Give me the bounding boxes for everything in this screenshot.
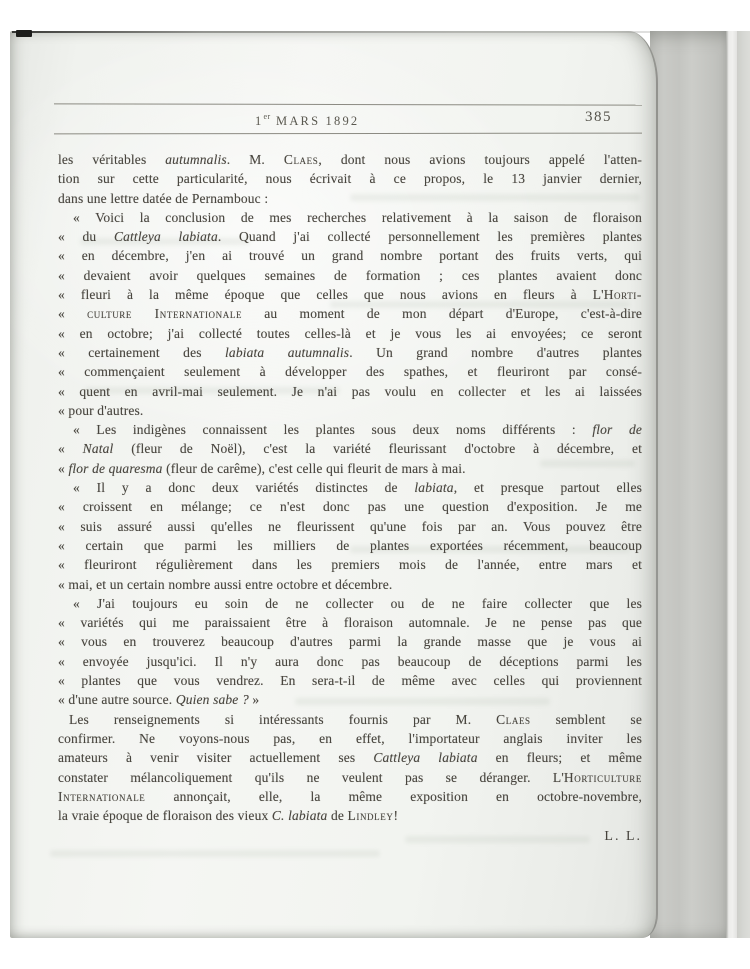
book-fore-edge [650,31,726,938]
book-fore-edge-outer [737,31,750,938]
text-line: confirmer. Ne voyons-nous pas, en effet, l'importateur anglais inviter les [58,730,642,746]
text-line: « flor de quaresma (fleur de carême), c'est celle qui fleurit de mars à mai. [58,460,466,476]
ink-mark [16,30,32,37]
text-line: tion sur cette particularité, nous écrivait à ce propos, le 13 janvier dernier, [58,171,642,187]
text-line: « fleuri à la même époque que celles que nous avions en fleurs à L'Horti- [58,287,642,303]
text-line: « en décembre, j'en ai trouvé un grand nombre portant des fruits verts, qui [58,248,642,264]
text-line: « envoyée jusqu'ici. Il n'y aura donc pas beaucoup de déceptions parmi les [58,653,642,669]
text-line: « Il y a donc deux variétés distinctes de labiata, et presque partout elles [73,480,642,496]
date-ordinal: er [263,112,271,121]
header-rule-top [54,103,642,105]
text-line: « variétés qui me paraissaient être à floraison automnale. Je ne pense pas que [58,615,642,631]
text-line: « certainement des labiata autumnalis. Un grand nombre d'autres plantes [58,344,642,360]
text-line: « pour d'autres. [58,402,144,418]
text-line: « du Cattleya labiata. Quand j'ai collecté personnellement les premières plantes [58,229,642,245]
journal-date: 1er MARS 1892 [255,112,360,128]
text-line: amateurs à venir visiter actuellement ses Cattleya labiata en fleurs; et même [58,750,643,766]
text-line: la vraie époque de floraison des vieux C. labiata de Lindley! [58,808,399,824]
text-line: Internationale annonçait, elle, la même exposition en octobre-novembre, [58,788,642,804]
author-initials: L. L. [604,828,642,844]
text-line: « mai, et un certain nombre aussi entre octobre et décembre. [58,576,393,592]
text-line: « devaient avoir quelques semaines de formation ; ces plantes avaient donc [58,267,642,283]
text-line: Les renseignements si intéressants fournis par M. Claes semblent se [69,711,642,727]
text-line: « J'ai toujours eu soin de ne collecter ou de ne faire collecter que les [73,595,642,611]
text-line: « suis assuré aussi qu'elles ne fleurissent qu'une fois par an. Vous pouvez être [58,518,642,534]
article-body [58,150,642,825]
text-line: dans une lettre datée de Pernambouc : [58,190,269,206]
text-line: « culture Internationale au moment de mon départ d'Europe, c'est-à-dire [58,306,642,322]
text-line: « plantes que vous vendrez. En sera-t-il de même avec celles qui proviennent [58,673,642,689]
bleed-through-artifact [50,850,380,857]
text-line: « quent en avril-mai seulement. Je n'ai pas voulu en collecter et les ai laissées [58,383,642,399]
text-line: « en octobre; j'ai collecté toutes celles-là et je vous les ai envoyées; ce seront [58,325,642,341]
text-line: les véritables autumnalis. M. Claes, dont nous avions toujours appelé l'atten- [58,152,642,167]
text-line: « d'une autre source. Quien sabe ? » [58,692,260,708]
page-header [58,104,642,134]
text-line: constater mélancoliquement qu'ils ne veulent pas se déranger. L'Horticulture [58,769,642,785]
text-line: « croissent en mélange; ce n'est donc pas une question d'exposition. Je me [58,499,642,515]
header-rule-bottom [54,133,642,135]
scanned-page [10,31,658,938]
text-line: « Natal (fleur de Noël), c'est la variété fleurissant d'octobre à décembre, et [58,441,642,457]
text-line: « fleuriront régulièrement dans les premiers mois de l'année, entre mars et [58,557,642,573]
text-line: « certain que parmi les milliers de plantes exportées récemment, beaucoup [58,537,642,553]
book-fore-edge-highlight [726,31,737,938]
text-line: « Voici la conclusion de mes recherches relativement à la saison de floraison [73,209,642,225]
page-number: 385 [585,109,612,125]
text-line: « vous en trouverez beaucoup d'autres parmi la grande masse que je vous ai [58,634,642,650]
text-line: « Les indigènes connaissent les plantes sous deux noms différents : flor de [73,422,642,438]
text-line: « commençaient seulement à développer des spathes, et fleuriront par consé- [58,364,642,380]
